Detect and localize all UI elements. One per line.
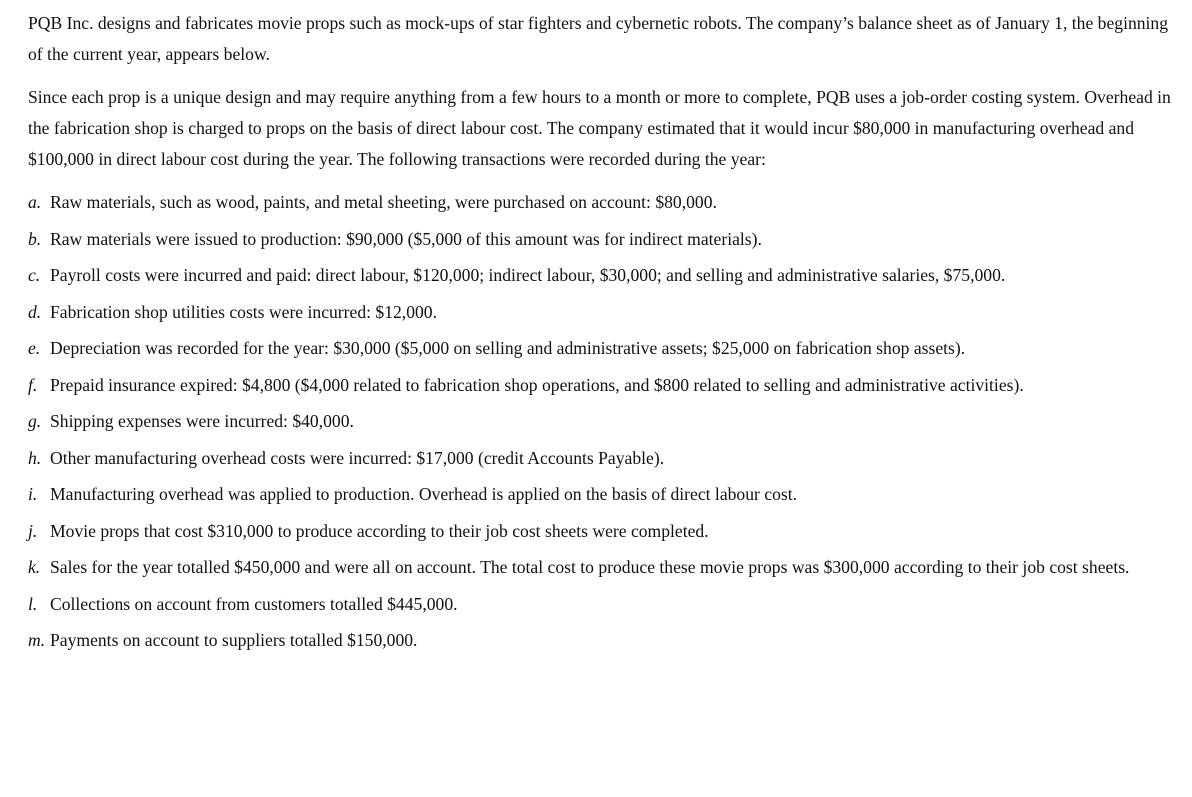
transaction-item bbox=[28, 479, 1184, 510]
item-text: Raw materials were issued to production: $90,000 ($5,000 of this amount was for indirect materials). bbox=[50, 228, 762, 249]
transaction-item bbox=[28, 552, 1184, 583]
transaction-item bbox=[28, 370, 1184, 401]
transaction-item bbox=[28, 516, 1184, 547]
item-letter: e. bbox=[28, 338, 41, 358]
item-letter: b. bbox=[28, 228, 42, 249]
item-text: Fabrication shop utilities costs were incurred: $12,000. bbox=[50, 301, 437, 322]
transaction-item bbox=[28, 297, 1184, 328]
item-text: Movie props that cost $310,000 to produce according to their job cost sheets were completed. bbox=[50, 520, 709, 541]
intro-paragraph: PQB Inc. designs and fabricates movie props such as mock-ups of star fighters and cybernetic robots. The company’s balance sheet as of January 1, the beginning of the current year, appears below. bbox=[28, 13, 1169, 64]
transaction-item bbox=[28, 406, 1184, 437]
description-paragraph: Since each prop is a unique design and may require anything from a few hours to a month or more to complete, PQB uses a job-order costing system. Overhead in the fabrication shop is charged to props on the basis of direct labour cost. The company estimated that it would incur $80,000 in manufacturing overhead and $100,000 in direct labour cost during the year. The following transactions were recorded during the year: bbox=[28, 87, 1171, 169]
item-text: Collections on account from customers totalled $445,000. bbox=[50, 593, 458, 614]
item-letter: c. bbox=[28, 265, 41, 285]
item-text: Depreciation was recorded for the year: $30,000 ($5,000 on selling and administrative assets; $25,000 on fabrication shop assets). bbox=[50, 338, 966, 358]
item-text: Payments on account to suppliers totalled $150,000. bbox=[50, 630, 418, 650]
item-letter: d. bbox=[28, 301, 42, 322]
transaction-item bbox=[28, 187, 1184, 218]
item-text: Sales for the year totalled $450,000 and were all on account. The total cost to produce these movie props was $300,000 according to their job cost sheets. bbox=[50, 557, 1130, 577]
item-text: Payroll costs were incurred and paid: direct labour, $120,000; indirect labour, $30,000; and selling and administrative salaries, $75,000. bbox=[50, 265, 1006, 285]
transaction-item bbox=[28, 333, 1184, 364]
transaction-item bbox=[28, 443, 1184, 474]
item-text: Manufacturing overhead was applied to production. Overhead is applied on the basis of direct labour cost. bbox=[50, 484, 798, 504]
transaction-item bbox=[28, 224, 1184, 255]
item-letter: j. bbox=[28, 520, 38, 541]
item-text: Prepaid insurance expired: $4,800 ($4,000 related to fabrication shop operations, and $800 related to selling and administrative activities). bbox=[50, 374, 1024, 395]
item-text: Shipping expenses were incurred: $40,000. bbox=[50, 411, 354, 431]
item-letter: g. bbox=[28, 411, 42, 431]
item-letter: l. bbox=[28, 593, 38, 614]
item-text: Other manufacturing overhead costs were incurred: $17,000 (credit Accounts Payable). bbox=[50, 447, 665, 468]
transaction-list bbox=[28, 187, 1184, 656]
item-letter: m. bbox=[28, 630, 46, 650]
transaction-item bbox=[28, 260, 1184, 291]
transaction-item bbox=[28, 589, 1184, 620]
transaction-item bbox=[28, 625, 1184, 656]
item-text: Raw materials, such as wood, paints, and metal sheeting, were purchased on account: $80,000. bbox=[50, 192, 717, 212]
item-letter: i. bbox=[28, 484, 38, 504]
item-letter: k. bbox=[28, 557, 41, 577]
item-letter: f. bbox=[28, 374, 38, 395]
item-letter: a. bbox=[28, 192, 42, 212]
item-letter: h. bbox=[28, 447, 42, 468]
